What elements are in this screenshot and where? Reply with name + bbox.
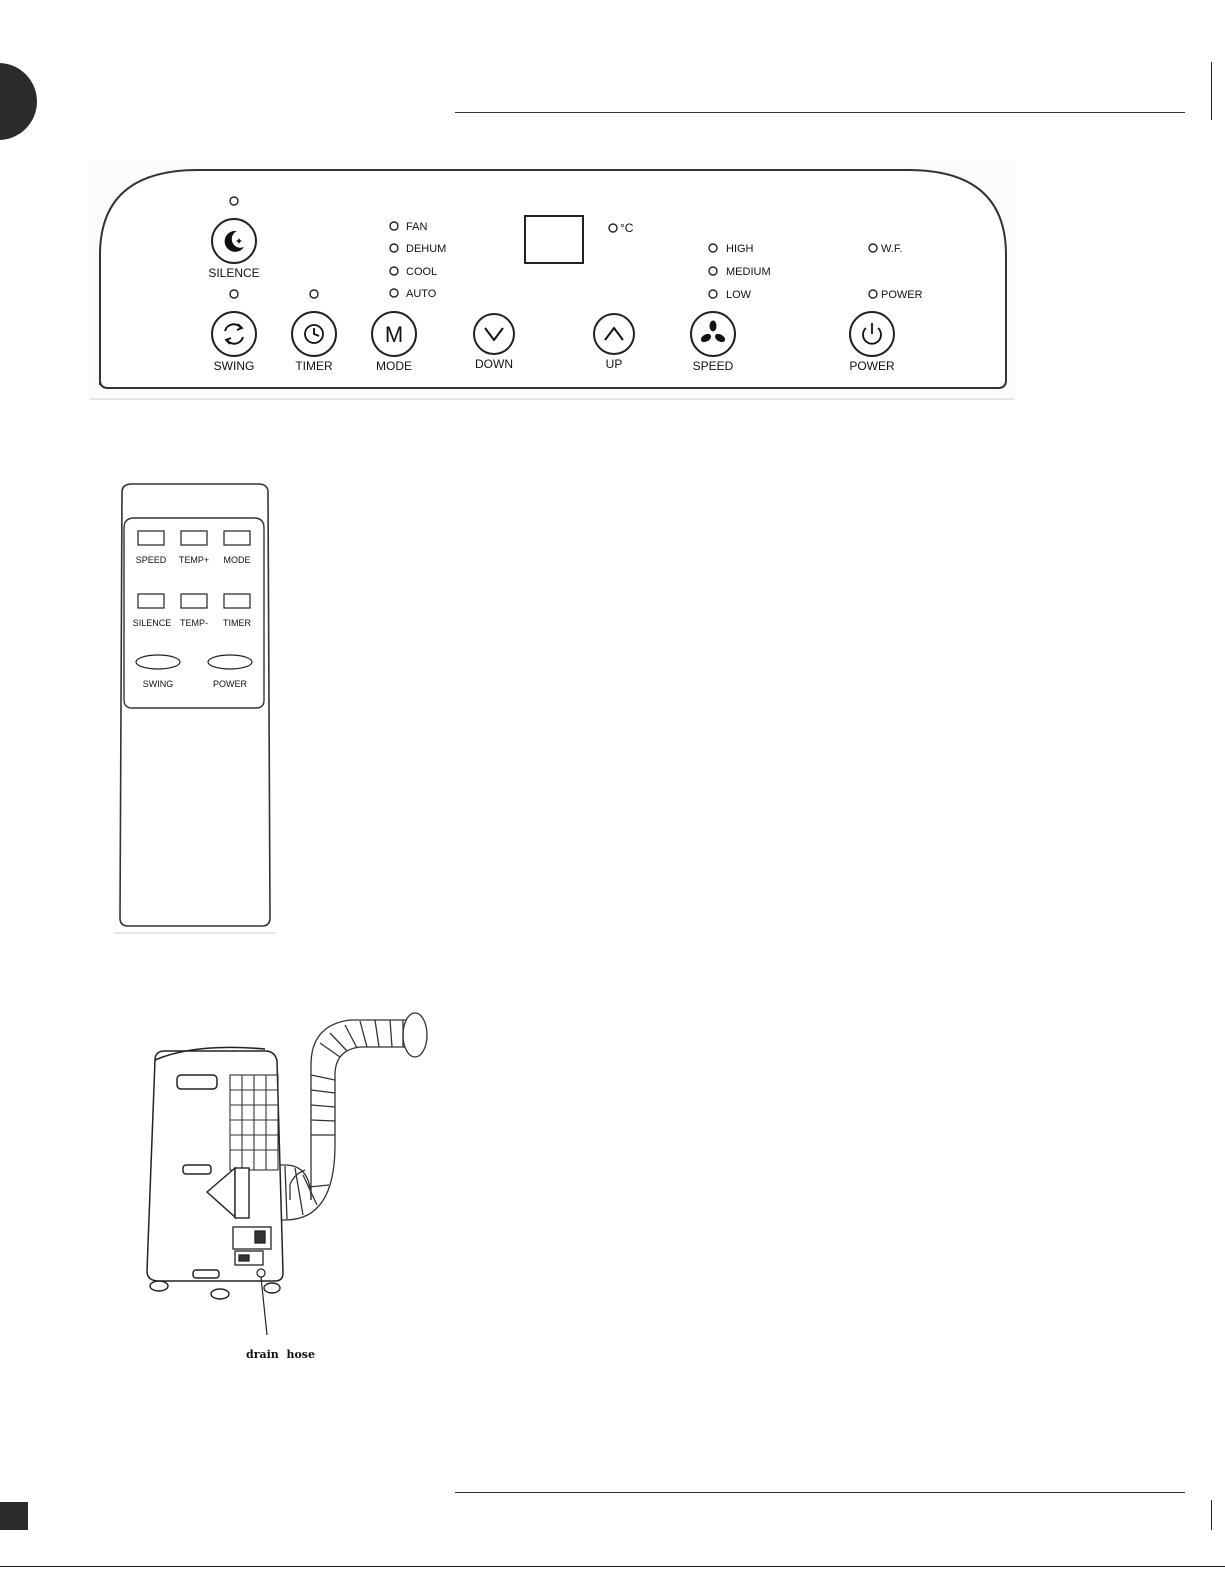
wheels bbox=[150, 1281, 280, 1299]
remote-swing-label: SWING bbox=[142, 679, 174, 689]
mode-indicator-fan: FAN bbox=[406, 221, 428, 233]
speed-indicator-high: HIGH bbox=[726, 243, 754, 255]
remote-temp-up-button[interactable] bbox=[181, 531, 207, 545]
mode-label: MODE bbox=[376, 359, 412, 373]
footer-rule bbox=[455, 1492, 1185, 1493]
silence-label: SILENCE bbox=[208, 266, 260, 280]
mode-indicator-auto: AUTO bbox=[406, 288, 437, 300]
control-panel bbox=[88, 160, 1016, 402]
power-label: POWER bbox=[849, 359, 895, 373]
section-tab bbox=[0, 63, 37, 140]
remote-temp-down-label: TEMP- bbox=[180, 618, 208, 628]
remote-swing-button[interactable] bbox=[136, 655, 180, 669]
temperature-display bbox=[525, 216, 583, 263]
up-label: UP bbox=[605, 357, 623, 371]
up-button[interactable] bbox=[594, 314, 634, 354]
celsius-label: °C bbox=[620, 221, 634, 235]
silence-button[interactable] bbox=[212, 219, 256, 263]
remote-timer-button[interactable] bbox=[224, 594, 250, 608]
remote-speed-button[interactable] bbox=[138, 531, 164, 545]
page-corner-marker bbox=[0, 1502, 28, 1530]
power-button[interactable] bbox=[850, 312, 894, 356]
speed-label: SPEED bbox=[692, 359, 734, 373]
remote-silence-label: SILENCE bbox=[132, 618, 172, 628]
right-margin-mark-bottom bbox=[1211, 1500, 1212, 1530]
down-button[interactable] bbox=[474, 314, 514, 354]
remote-mode-button[interactable] bbox=[224, 531, 250, 545]
timer-label: TIMER bbox=[295, 359, 333, 373]
remote-mode-label: MODE bbox=[223, 555, 251, 565]
remote-silence-button[interactable] bbox=[138, 594, 164, 608]
speed-indicator-low: LOW bbox=[726, 289, 752, 301]
remote-temp-down-button[interactable] bbox=[181, 594, 207, 608]
drain-hose-label: drain hose bbox=[246, 1348, 315, 1361]
remote-control bbox=[108, 478, 283, 938]
indicator-wf: W.F. bbox=[881, 243, 903, 255]
mode-indicator-dehum: DEHUM bbox=[406, 243, 447, 255]
remote-power-label: POWER bbox=[212, 679, 248, 689]
mode-button[interactable] bbox=[372, 312, 416, 356]
right-margin-mark-top bbox=[1211, 62, 1212, 120]
speed-button[interactable] bbox=[691, 312, 735, 356]
speed-indicator-medium: MEDIUM bbox=[726, 266, 771, 278]
indicator-power: POWER bbox=[881, 289, 923, 301]
bottom-rule bbox=[0, 1566, 1225, 1567]
mode-indicator-cool: COOL bbox=[406, 266, 438, 278]
swing-label: SWING bbox=[213, 359, 255, 373]
timer-button[interactable] bbox=[292, 312, 336, 356]
down-label: DOWN bbox=[475, 357, 513, 371]
remote-temp-up-label: TEMP+ bbox=[178, 555, 210, 565]
remote-speed-label: SPEED bbox=[135, 555, 167, 565]
header-rule bbox=[455, 112, 1185, 113]
exhaust-hose bbox=[290, 1013, 427, 1200]
swing-button[interactable] bbox=[212, 312, 256, 356]
air-conditioner-illustration bbox=[135, 1005, 440, 1380]
remote-power-button[interactable] bbox=[208, 655, 252, 669]
remote-timer-label: TIMER bbox=[223, 618, 251, 628]
letter-m-icon: M bbox=[384, 322, 404, 347]
